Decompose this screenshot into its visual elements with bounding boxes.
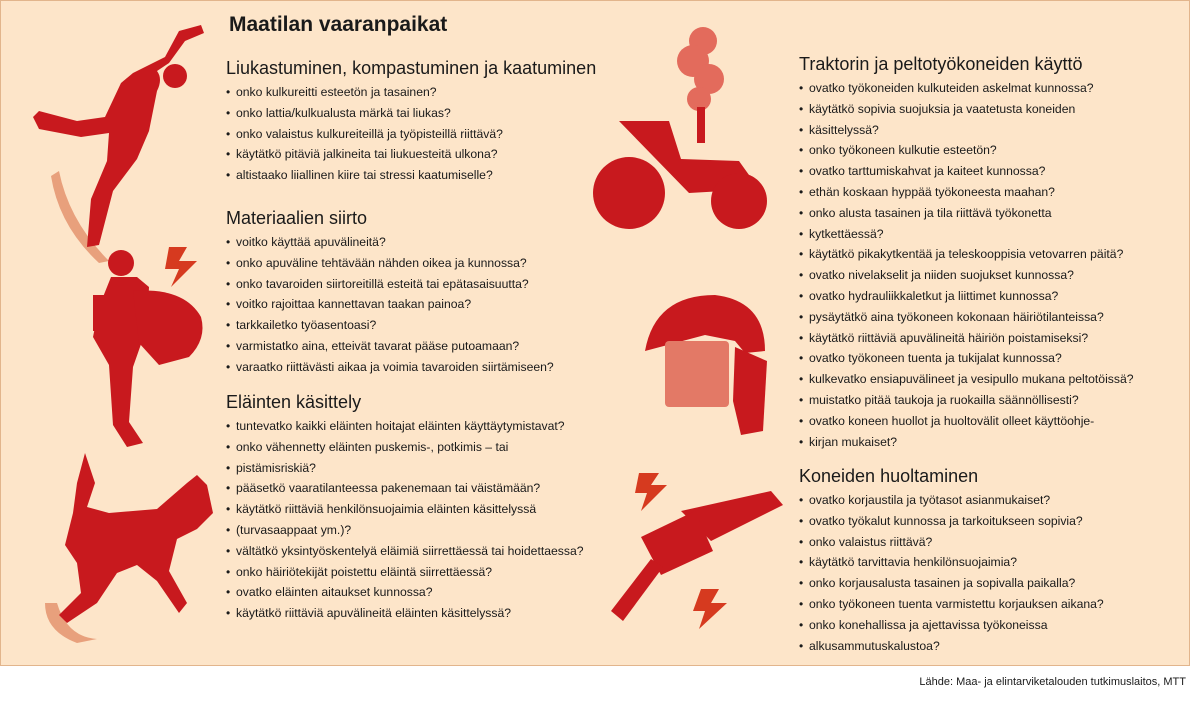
list-item: • tuntevatko kaikki eläinten hoitajat eläinten käyttäytymistavat? bbox=[226, 416, 584, 437]
list-item: • muistatko pitää taukoja ja ruokailla säännöllisesti? bbox=[799, 390, 1134, 411]
list-item: • ovatko hydrauliikkaletkut ja liittimet kunnossa? bbox=[799, 286, 1134, 307]
list-item: • onko valaistus riittävä? bbox=[799, 532, 1104, 553]
list-item: • onko työkoneen kulkutie esteetön? bbox=[799, 140, 1134, 161]
list-item: • onko lattia/kulkualusta märkä tai liukas? bbox=[226, 103, 596, 124]
list-item: • (turvasaappaat ym.)? bbox=[226, 520, 584, 541]
list-item: • käytätkö riittäviä apuvälineitä häiriön poistamiseksi? bbox=[799, 328, 1134, 349]
checklist-slipping bbox=[226, 82, 596, 186]
tractor-icon bbox=[589, 21, 779, 233]
list-item: • onko kulkureitti esteetön ja tasainen? bbox=[226, 82, 596, 103]
section-heading-tractor: Traktorin ja peltotyökoneiden käyttö bbox=[799, 54, 1083, 74]
list-item: • onko työkoneen tuenta varmistettu korjauksen aikana? bbox=[799, 594, 1104, 615]
chainsaw-icon bbox=[601, 471, 785, 631]
section-heading-animals: Eläinten käsittely bbox=[226, 392, 362, 412]
checklist-materials bbox=[226, 232, 554, 378]
list-item: • pääsetkö vaaratilanteessa pakenemaan tai väistämään? bbox=[226, 478, 584, 499]
list-item: • käytätkö riittäviä apuvälineitä eläinten käsittelyssä? bbox=[226, 603, 584, 624]
list-item: • onko vähennetty eläinten puskemis-, potkimis – tai bbox=[226, 437, 584, 458]
list-item: • onko valaistus kulkureiteillä ja työpisteillä riittävä? bbox=[226, 124, 596, 145]
list-item: • alkusammutuskalustoa? bbox=[799, 636, 1104, 657]
section-maintenance bbox=[799, 465, 1104, 656]
falling-person-icon bbox=[29, 21, 219, 251]
page-title: Maatilan vaaranpaikat bbox=[229, 13, 448, 36]
list-item: • varmistatko aina, etteivät tavarat pääse putoamaan? bbox=[226, 336, 554, 357]
source-caption: Lähde: Maa- ja elintarviketalouden tutkimuslaitos, MTT bbox=[919, 676, 1186, 688]
lightning-icon bbox=[161, 245, 205, 289]
checklist-maintenance bbox=[799, 490, 1104, 656]
list-item: • ovatko koneen huollot ja huoltovälit olleet käyttöohje- bbox=[799, 411, 1134, 432]
list-item: • vältätkö yksintyöskentelyä eläimiä siirrettäessä tai hoidettaessa? bbox=[226, 541, 584, 562]
list-item: • onko konehallissa ja ajettavissa työkoneissa bbox=[799, 615, 1104, 636]
list-item: • onko apuväline tehtävään nähden oikea ja kunnossa? bbox=[226, 253, 554, 274]
list-item: • altistaako liiallinen kiire tai stressi kaatumiselle? bbox=[226, 165, 596, 186]
list-item: • ovatko työkalut kunnossa ja tarkoitukseen sopivia? bbox=[799, 511, 1104, 532]
section-slipping bbox=[226, 57, 596, 186]
list-item: • ovatko työkoneiden kulkuteiden askelmat kunnossa? bbox=[799, 78, 1134, 99]
list-item: • onko korjausalusta tasainen ja sopivalla paikalla? bbox=[799, 573, 1104, 594]
list-item: • onko alusta tasainen ja tila riittävä työkonetta bbox=[799, 203, 1134, 224]
list-item: • käytätkö pitäviä jalkineita tai liukuesteitä ulkona? bbox=[226, 144, 596, 165]
list-item: • onko tavaroiden siirtoreitillä esteitä tai epätasaisuutta? bbox=[226, 274, 554, 295]
kicking-horse-icon bbox=[37, 453, 237, 645]
list-item: • pysäytätkö aina työkoneen kokonaan häiriötilanteissa? bbox=[799, 307, 1134, 328]
section-materials bbox=[226, 207, 554, 378]
checklist-tractor bbox=[799, 78, 1134, 452]
list-item: • ethän koskaan hyppää työkoneesta maahan? bbox=[799, 182, 1134, 203]
list-item: • ovatko korjaustila ja työtasot asianmukaiset? bbox=[799, 490, 1104, 511]
list-item: • varaatko riittävästi aikaa ja voimia tavaroiden siirtämiseen? bbox=[226, 357, 554, 378]
safety-helmet-icon bbox=[635, 291, 775, 439]
section-heading-materials: Materiaalien siirto bbox=[226, 208, 368, 228]
list-item: • tarkkailetko työasentoasi? bbox=[226, 315, 554, 336]
list-item: • kulkevatko ensiapuvälineet ja vesipullo mukana peltotöissä? bbox=[799, 369, 1134, 390]
checklist-animals bbox=[226, 416, 584, 624]
section-animals bbox=[226, 391, 584, 624]
list-item: • ovatko eläinten aitaukset kunnossa? bbox=[226, 582, 584, 603]
list-item: • voitko rajoittaa kannettavan taakan painoa? bbox=[226, 294, 554, 315]
list-item: • ovatko tarttumiskahvat ja kaiteet kunnossa? bbox=[799, 161, 1134, 182]
list-item: • kytkettäessä? bbox=[799, 224, 1134, 245]
list-item: • käytätkö riittäviä henkilönsuojaimia eläinten käsittelyssä bbox=[226, 499, 584, 520]
list-item: • käytätkö tarvittavia henkilönsuojaimia? bbox=[799, 552, 1104, 573]
list-item: • ovatko nivelakselit ja niiden suojukset kunnossa? bbox=[799, 265, 1134, 286]
section-tractor bbox=[799, 53, 1134, 452]
list-item: • pistämisriskiä? bbox=[226, 458, 584, 479]
list-item: • kirjan mukaiset? bbox=[799, 432, 1134, 453]
list-item: • onko häiriötekijät poistettu eläintä siirrettäessä? bbox=[226, 562, 584, 583]
list-item: • voitko käyttää apuvälineitä? bbox=[226, 232, 554, 253]
list-item: • käsittelyssä? bbox=[799, 120, 1134, 141]
section-heading-maintenance: Koneiden huoltaminen bbox=[799, 466, 979, 486]
list-item: • käytätkö sopivia suojuksia ja vaatetusta koneiden bbox=[799, 99, 1134, 120]
list-item: • ovatko työkoneen tuenta ja tukijalat kunnossa? bbox=[799, 348, 1134, 369]
list-item: • käytätkö pikakytkentää ja teleskooppisia vetovarren päitä? bbox=[799, 244, 1134, 265]
section-heading-slipping: Liukastuminen, kompastuminen ja kaatuminen bbox=[226, 58, 597, 78]
